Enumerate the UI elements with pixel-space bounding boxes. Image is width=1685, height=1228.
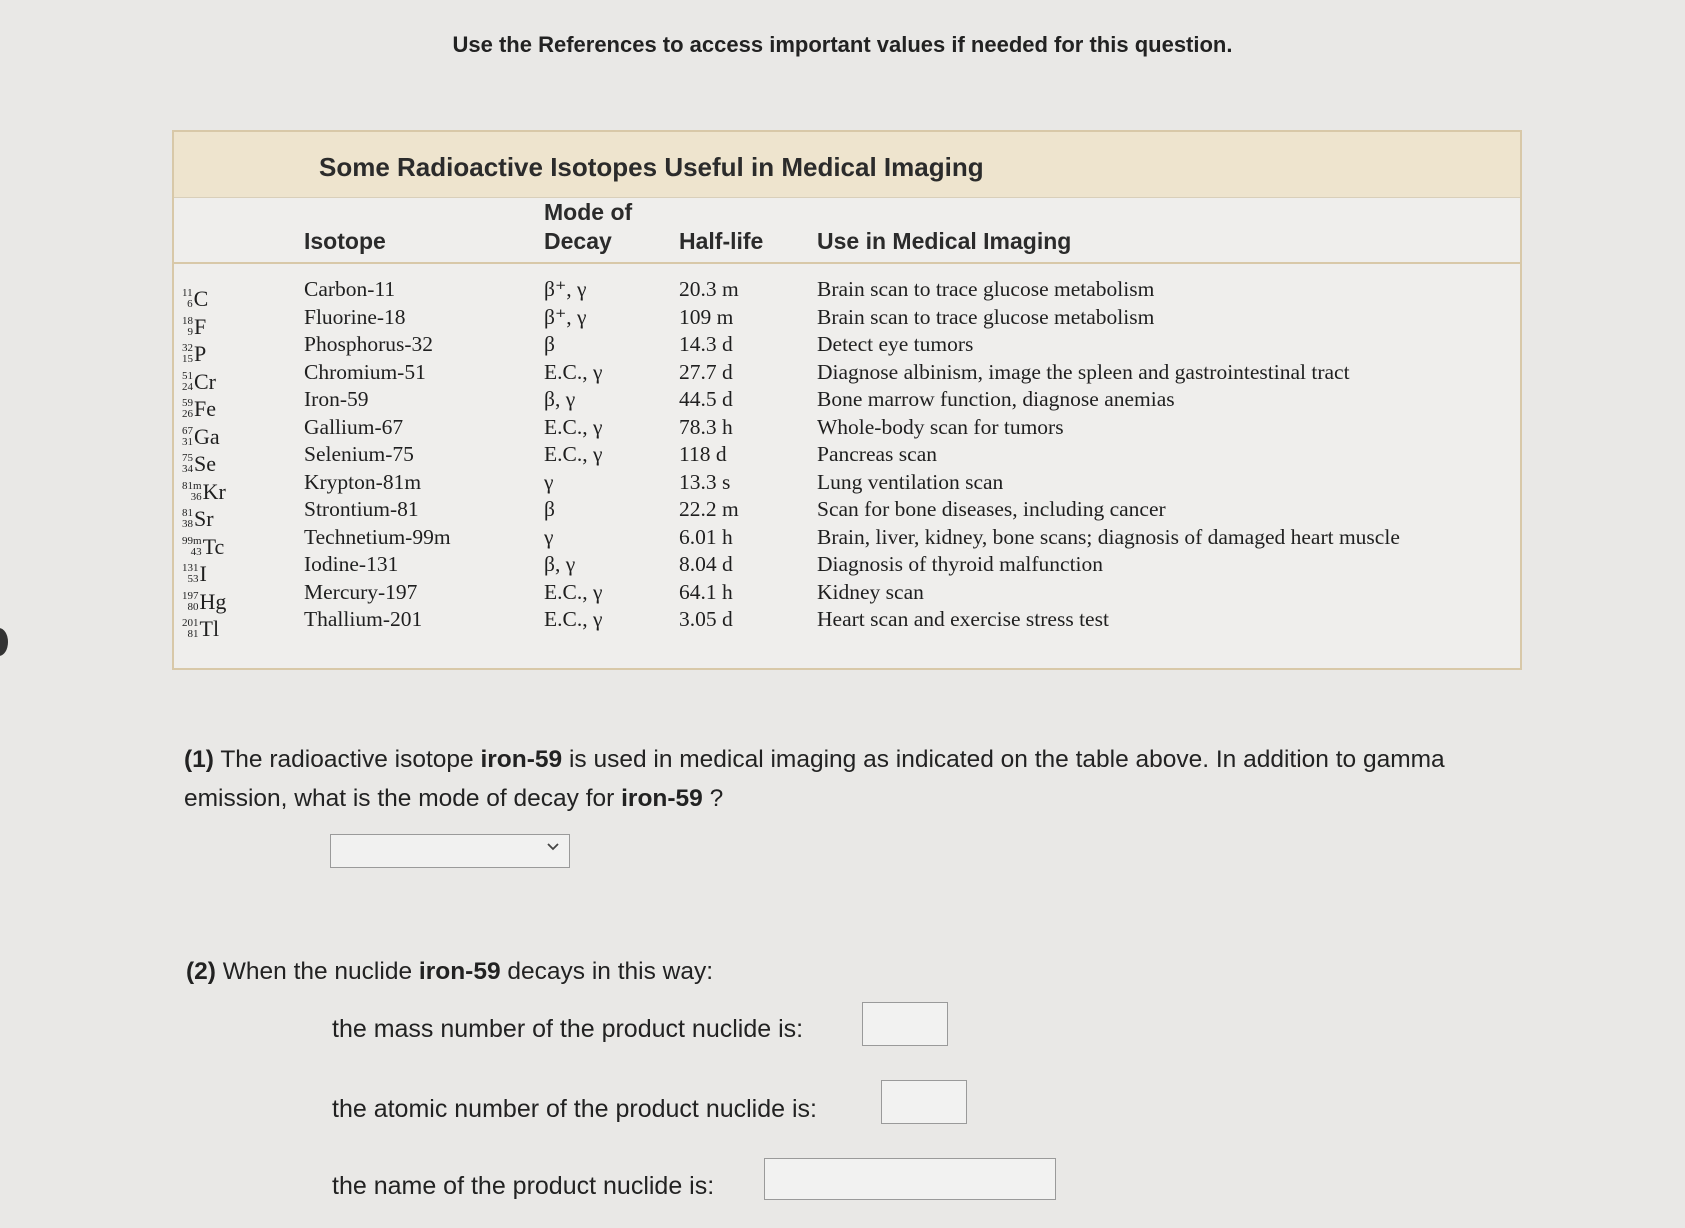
atomic-number: 34	[182, 463, 193, 475]
col-use: Use in Medical Imaging	[817, 228, 1072, 254]
decay-mode: β, γ	[544, 552, 576, 576]
table-row	[174, 387, 1520, 421]
decay-mode: β	[544, 332, 555, 356]
table-row	[174, 277, 1520, 311]
col-mode-line1: Mode of	[544, 199, 633, 225]
half-life: 118 d	[679, 442, 727, 466]
medical-use: Pancreas scan	[817, 442, 937, 466]
medical-use: Scan for bone diseases, including cancer	[817, 497, 1166, 521]
table-row	[174, 304, 1520, 339]
atomic-number: 80	[187, 600, 199, 613]
table-row	[174, 332, 1520, 366]
atomic-number: 6	[187, 298, 193, 310]
half-life: 20.3 m	[679, 277, 739, 301]
element-symbol: P	[194, 341, 207, 366]
mass-number: 32	[182, 342, 193, 354]
decay-mode: γ	[544, 469, 554, 494]
mass-number: 67	[182, 424, 193, 437]
mass-number: 11	[182, 287, 193, 299]
isotope-symbol	[182, 607, 282, 642]
page-edge-mark	[0, 628, 8, 656]
decay-mode: E.C., γ	[544, 607, 603, 631]
mass-number-label: the mass number of the product nuclide is:	[332, 1015, 804, 1043]
atomic-number-label: the atomic number of the product nuclide is:	[332, 1095, 817, 1123]
atomic-number: 43	[190, 545, 202, 558]
element-symbol: Fe	[194, 396, 216, 421]
table-title: Some Radioactive Isotopes Useful in Medical Imaging	[174, 132, 1520, 198]
half-life: 6.01 h	[679, 524, 733, 549]
table-row	[174, 442, 1520, 476]
element-symbol: Hg	[199, 588, 227, 614]
product-name-label: the name of the product nuclide is:	[332, 1172, 715, 1200]
q1-text-a: The radioactive isotope	[213, 746, 481, 773]
isotope-name: Gallium-67	[304, 414, 404, 439]
element-symbol: Cr	[194, 368, 216, 394]
decay-mode-select[interactable]	[330, 834, 570, 868]
q1-text-c: ?	[702, 785, 724, 812]
decay-mode: β, γ	[544, 387, 576, 411]
decay-mode: β⁺, γ	[544, 304, 587, 329]
element-symbol: Se	[194, 451, 216, 476]
atomic-number: 36	[190, 490, 202, 503]
half-life: 44.5 d	[679, 387, 733, 411]
element-symbol: Kr	[202, 478, 226, 504]
isotope-name: Chromium-51	[304, 359, 426, 384]
atomic-number: 31	[182, 435, 193, 448]
element-symbol: I	[199, 561, 207, 586]
decay-mode: β	[544, 497, 555, 521]
decay-mode: γ	[544, 524, 554, 549]
half-life: 27.7 d	[679, 359, 733, 384]
q1-number: (1)	[184, 746, 214, 773]
col-mode-line2: Decay	[544, 228, 612, 254]
table-row	[174, 552, 1520, 586]
isotope-name: Iron-59	[304, 387, 369, 411]
q2-bold-a: iron-59	[418, 958, 501, 985]
half-life: 8.04 d	[679, 552, 733, 576]
half-life: 109 m	[679, 304, 734, 329]
element-symbol: Sr	[194, 506, 214, 531]
q1-text-b: is used in medical imaging as indicated on the table above. In addition to gamma emission, what is the mode of decay for	[184, 746, 1445, 812]
isotope-name: Technetium-99m	[304, 524, 451, 549]
q1-bold-a: iron-59	[480, 746, 563, 773]
element-symbol: Tl	[199, 616, 220, 641]
half-life: 22.2 m	[679, 497, 739, 521]
medical-use: Diagnose albinism, image the spleen and gastrointestinal tract	[817, 359, 1350, 384]
q2-text-a: When the nuclide	[215, 958, 419, 985]
half-life: 14.3 d	[679, 332, 733, 356]
element-symbol: C	[193, 286, 209, 311]
medical-use: Brain, liver, kidney, bone scans; diagnosis of damaged heart muscle	[817, 524, 1400, 549]
medical-use: Lung ventilation scan	[817, 469, 1004, 494]
isotope-name: Strontium-81	[304, 497, 419, 521]
atomic-number: 81	[187, 628, 199, 640]
medical-use: Brain scan to trace glucose metabolism	[817, 304, 1155, 329]
question-2	[186, 958, 713, 986]
product-name-input[interactable]	[764, 1158, 1056, 1200]
table-body	[174, 277, 1520, 641]
atomic-number: 15	[182, 353, 193, 365]
atomic-number: 53	[187, 573, 199, 585]
isotope-name: Mercury-197	[304, 579, 418, 604]
half-life: 78.3 h	[679, 414, 733, 439]
half-life: 3.05 d	[679, 607, 733, 631]
atomic-number-input[interactable]	[881, 1080, 967, 1124]
medical-use: Detect eye tumors	[817, 332, 974, 356]
decay-mode: E.C., γ	[544, 442, 603, 466]
mass-number: 99m	[182, 534, 202, 547]
references-notice: Use the References to access important values if needed for this question.	[452, 32, 1233, 57]
decay-mode: E.C., γ	[544, 414, 603, 439]
mass-number: 81	[182, 507, 193, 519]
half-life: 64.1 h	[679, 579, 733, 604]
decay-mode: E.C., γ	[544, 579, 603, 604]
medical-use: Whole-body scan for tumors	[817, 414, 1064, 439]
mass-number: 201	[182, 617, 199, 629]
isotope-name: Carbon-11	[304, 277, 396, 301]
medical-use: Brain scan to trace glucose metabolism	[817, 277, 1155, 301]
atomic-number: 26	[182, 408, 193, 420]
chevron-down-icon	[547, 841, 559, 853]
col-mode	[544, 198, 632, 256]
isotope-name: Phosphorus-32	[304, 332, 434, 356]
table-row	[174, 607, 1520, 641]
isotope-table	[172, 130, 1522, 670]
mass-number: 81m	[182, 479, 202, 492]
mass-number: 197	[182, 589, 199, 602]
q2-text-b: decays in this way:	[500, 958, 714, 985]
table-row	[174, 497, 1520, 531]
atomic-number: 38	[182, 518, 193, 530]
medical-use: Diagnosis of thyroid malfunction	[817, 552, 1104, 576]
atomic-number: 24	[182, 380, 193, 393]
mass-number: 59	[182, 397, 193, 409]
element-symbol: Ga	[194, 423, 220, 449]
decay-mode: β⁺, γ	[544, 277, 587, 301]
table-header	[174, 198, 1520, 264]
mass-number-input[interactable]	[862, 1002, 948, 1046]
element-symbol: F	[194, 313, 207, 339]
q2-number: (2)	[186, 958, 216, 985]
medical-use: Bone marrow function, diagnose anemias	[817, 387, 1175, 411]
question-1	[184, 740, 1514, 818]
element-symbol: Tc	[202, 533, 225, 559]
half-life: 13.3 s	[679, 469, 731, 494]
isotope-name: Iodine-131	[304, 552, 399, 576]
isotope-name: Krypton-81m	[304, 469, 422, 494]
q1-bold-b: iron-59	[621, 785, 703, 812]
isotope-name: Thallium-201	[304, 607, 423, 631]
isotope-name: Fluorine-18	[304, 304, 406, 329]
mass-number: 131	[182, 562, 199, 574]
mass-number: 75	[182, 452, 193, 464]
medical-use: Kidney scan	[817, 579, 924, 604]
atomic-number: 9	[187, 325, 193, 338]
mass-number: 18	[182, 314, 193, 327]
col-half-life: Half-life	[679, 228, 764, 254]
decay-mode: E.C., γ	[544, 359, 603, 384]
medical-use: Heart scan and exercise stress test	[817, 607, 1109, 631]
mass-number: 51	[182, 369, 193, 382]
col-isotope: Isotope	[304, 228, 386, 254]
isotope-name: Selenium-75	[304, 442, 414, 466]
